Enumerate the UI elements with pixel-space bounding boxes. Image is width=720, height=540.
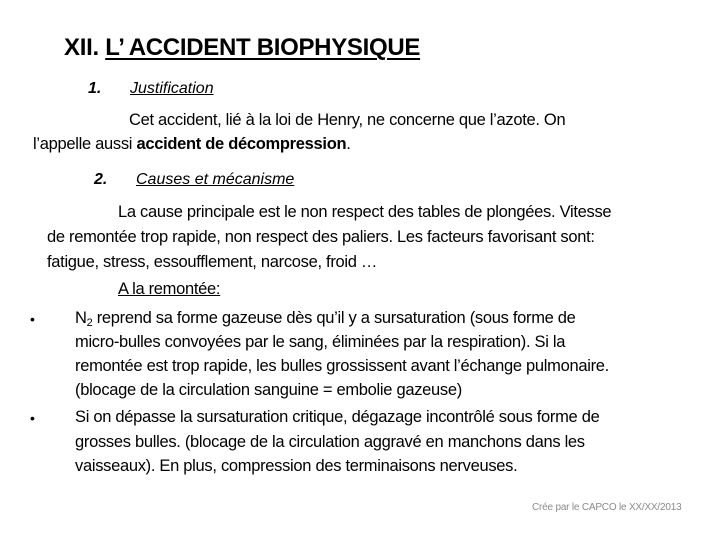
section-heading-justification [88, 80, 214, 98]
bullet-2-line-3: vaisseaux). En plus, compression des terminaisons nerveuses. [75, 457, 518, 475]
n2-subscript: 2 [86, 317, 93, 329]
subheading-remontee: A la remontée: [118, 280, 221, 298]
bullet-1-line-2: micro-bulles convoyées par le sang, éliminées par la respiration). Si la [75, 333, 566, 351]
text: reprend sa forme gazeuse dès qu’il y a sursaturation (sous forme de [92, 309, 576, 327]
justification-line-2 [33, 135, 351, 154]
section-number: 1. [88, 80, 102, 97]
section-number: 2. [94, 171, 108, 188]
n2-formula: N [75, 309, 87, 327]
bullet-1-line-4: (blocage de la circulation sanguine = embolie gazeuse) [75, 381, 462, 399]
text: . [346, 135, 351, 153]
section-label: Causes et mécanisme [136, 171, 295, 188]
bullet-1-line-3: remontée est trop rapide, les bulles grossissent avant l’échange pulmonaire. [75, 357, 609, 375]
bullet-icon: • [30, 311, 35, 327]
bullet-1-line-1 [75, 309, 576, 329]
footer-credit: Crée par le CAPCO le XX/XX/2013 [532, 502, 682, 513]
causes-line-2: de remontée trop rapide, non respect des paliers. Les facteurs favorisant sont: [47, 228, 595, 246]
title-main: L’ ACCIDENT BIOPHYSIQUE [105, 34, 421, 61]
justification-line-1: Cet accident, lié à la loi de Henry, ne concerne que l’azote. On [129, 111, 566, 129]
section-heading-causes [94, 171, 294, 189]
bold-term: accident de décompression [136, 135, 347, 153]
bullet-icon: • [30, 410, 35, 426]
section-label: Justification [130, 80, 214, 97]
causes-line-3: fatigue, stress, essoufflement, narcose, froid … [47, 253, 378, 271]
page-title [64, 34, 420, 62]
bullet-2-line-1: Si on dépasse la sursaturation critique, dégazage incontrôlé sous forme de [75, 408, 600, 426]
text: l’appelle aussi [33, 135, 137, 153]
causes-line-1: La cause principale est le non respect des tables de plongées. Vitesse [118, 203, 612, 221]
title-prefix: XII. [64, 34, 106, 61]
bullet-2-line-2: grosses bulles. (blocage de la circulation aggravé en manchons dans les [75, 433, 585, 451]
